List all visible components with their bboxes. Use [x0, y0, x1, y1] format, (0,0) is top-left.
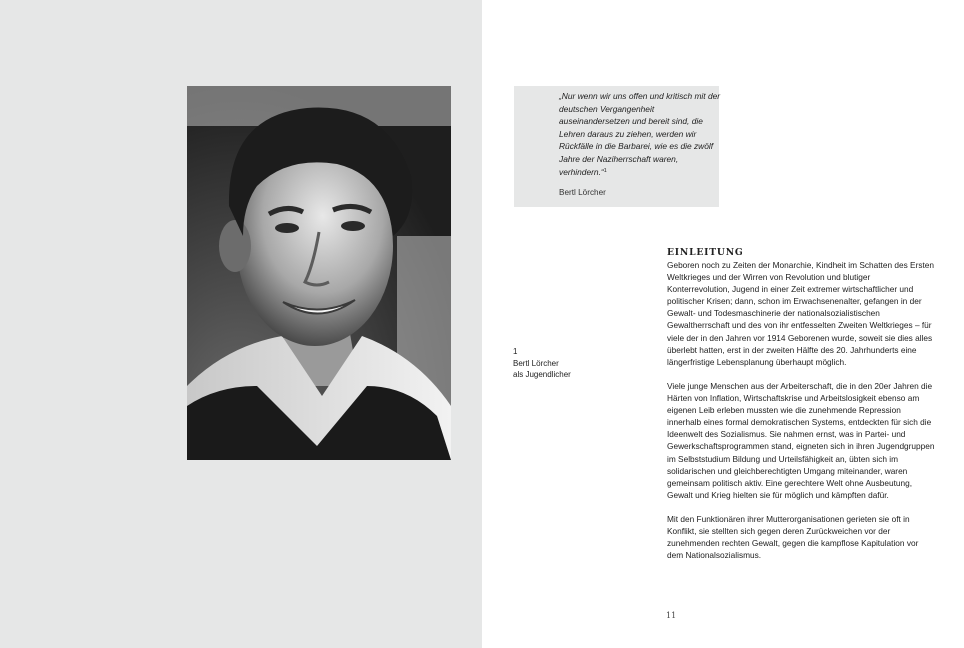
body-paragraph-3: Mit den Funktionären ihrer Mutterorganisationen gerieten sie oft in Konflikt, sie stellten sich gegen deren Zurückweichen vor der zunehmenden rechten Gewalt, gegen die kampflose Kapitulation vor dem Nationalsozialismus.	[667, 513, 919, 561]
body-text	[667, 259, 935, 573]
caption-number: 1	[513, 347, 518, 356]
quote-author: Bertl Lörcher	[559, 188, 606, 197]
quote-text	[559, 90, 721, 178]
page-number: 11	[666, 611, 677, 620]
body-paragraph-2: Viele junge Menschen aus der Arbeiterschaft, die in den 20er Jahren die Härten von Inflation, Wirtschaftskrise und Arbeitslosigkeit ebenso am eigenen Leib erleben mussten wie die zunehmende Repression innerhalb eines formal demokratischen Systems, entdeckten für sich die Ideenwelt des Sozialismus. Sie nahmen ernst, was in Partei- und Gewerkschaftsprogrammen stand, eigneten sich in ihren Jugendgruppen im Selbststudium Bildung und Urteilsfähigkeit an, übten sich im solidarischen und gleichberechtigten Umgang miteinander, waren gemeinsam politisch aktiv. Eine gerechtere Welt ohne Ausbeutung, Gewalt und Krieg hielten sie für möglich und kämpften dafür.	[667, 380, 935, 500]
quote-body: „Nur wenn wir uns offen und kritisch mit der deutschen Vergangenheit auseinandersetzen und bereit sind, die Lehren daraus zu ziehen, werden wir Rückfälle in die Barbarei, wie es die zwölf Jahre der Naziherrschaft waren, verhindern.“	[559, 91, 721, 177]
photo-caption	[513, 346, 593, 381]
portrait-photo-icon	[187, 86, 451, 460]
quote-footnote-marker: 1	[603, 167, 607, 174]
section-heading: EINLEITUNG	[667, 247, 744, 258]
caption-line-1: Bertl Lörcher	[513, 358, 559, 368]
portrait-photo	[187, 86, 451, 460]
body-paragraph-1: Geboren noch zu Zeiten der Monarchie, Kindheit im Schatten des Ersten Weltkrieges und der Wirren von Revolution und blutiger Konterrevolution, Jugend in einer Zeit extremer wirtschaftlicher und politischer Krisen; dann, schon im Erwachsenenalter, gefangen in der Gewalt- und Todesmaschinerie der nationalsozialistischen Gewaltherrschaft und des von ihr entfesselten Zweiten Weltkrieges – für viele der in den Jahren vor 1914 Geborenen wurde, soweit sie dies alles überlebt hatten, erst in der zweiten Hälfte des 20. Jahrhunderts eine längerfristige Lebensplanung überhaupt möglich.	[667, 260, 935, 367]
caption-line-2: als Jugendlicher	[513, 370, 571, 379]
